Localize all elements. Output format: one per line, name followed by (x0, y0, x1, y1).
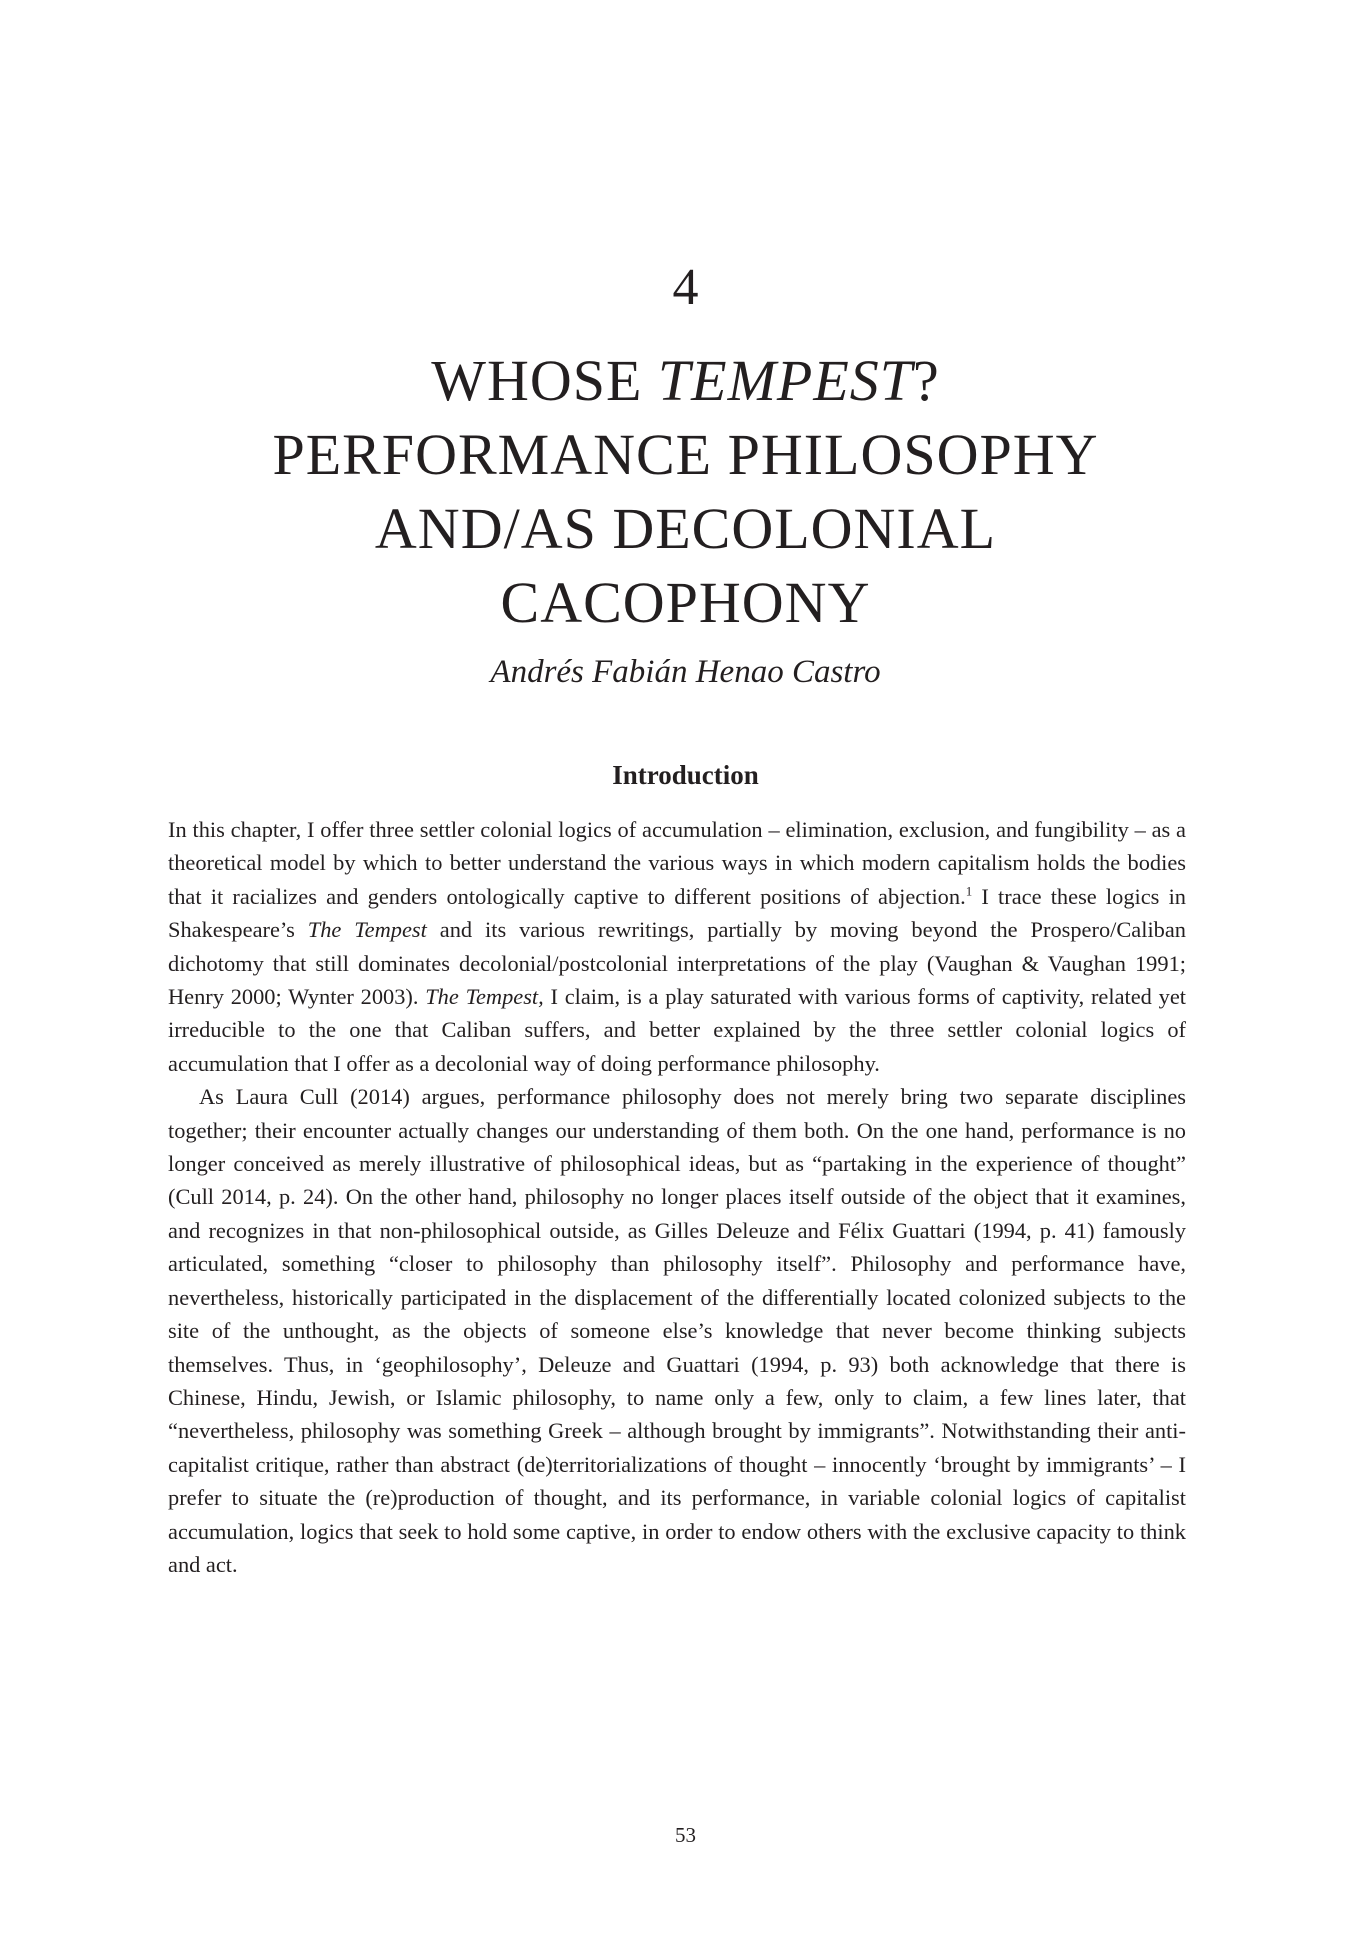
paragraph-1-text-d: I claim, is a play saturated with various forms of captivity, related yet irreducible to the one that Caliban suffers, and better explained by the three settler colonial logics of accumulation that I offer as a decolonial way of doing performance philosophy. (168, 984, 1186, 1076)
paragraph-2: As Laura Cull (2014) argues, performance philosophy does not merely bring two separate disciplines together; their encounter actually changes our understanding of them both. On the one hand, performance is no longer conceived as merely illustrative of philosophical ideas, but as “partaking in the experience of thought” (Cull 2014, p. 24). On the other hand, philosophy no longer places itself outside of the object that it examines, and recognizes in that non-philosophical outside, as Gilles Deleuze and Félix Guattari (1994, p. 41) famously articulated, something “closer to philosophy than philosophy itself”. Philosophy and performance have, nevertheless, historically participated in the displacement of the differentially located colonized subjects to the site of the unthought, as the objects of someone else’s knowledge that never become thinking subjects themselves. Thus, in ‘geophilosophy’, Deleuze and Guattari (1994, p. 93) both acknowledge that there is Chinese, Hindu, Jewish, or Islamic philosophy, to name only a few, only to claim, a few lines later, that “nevertheless, philosophy was something Greek – although brought by immigrants”. Notwithstanding their anti-capitalist critique, rather than abstract (de)territorializations of thought – innocently ‘brought by immigrants’ – I prefer to situate the (re)production of thought, and its performance, in variable colonial logics of capitalist accumulation, logics that seek to hold some captive, in order to endow others with the exclusive capacity to think and act. (168, 1084, 1186, 1577)
chapter-title-question-mark: ? (913, 348, 940, 413)
paragraph-1-text-c: and its various rewritings, partially by moving beyond the Prospero/Caliban dichotomy that still dominates decolonial/postcolonial interpretations of the play (Vaughan & Vaughan 1991; Henry 2000; Wynter 2003). (168, 917, 1186, 1010)
chapter-title-line-1 (160, 344, 1211, 418)
chapter-number: 4 (672, 259, 699, 316)
chapter-title-line-2: PERFORMANCE PHILOSOPHY (272, 422, 1099, 487)
body-text (168, 813, 1186, 1581)
chapter-title-line-4: CACOPHONY (500, 570, 871, 635)
work-title-italic: The Tempest (307, 917, 427, 943)
work-title-italic-2: The Tempest, (425, 984, 544, 1010)
chapter-author: Andrés Fabián Henao Castro (490, 654, 881, 690)
footnote-reference[interactable]: 1 (965, 883, 973, 899)
paragraph-1-text-b: I trace these logics in Shakespeare’s (168, 883, 1186, 943)
page-number: 53 (675, 1823, 696, 1847)
section-heading: Introduction (612, 760, 759, 790)
paragraph-1 (168, 813, 1186, 1080)
chapter-title (160, 344, 1211, 640)
chapter-title-line-3: AND/AS DECOLONIAL (374, 496, 997, 561)
chapter-title-prefix: WHOSE (431, 348, 658, 413)
chapter-title-italic: TEMPEST (657, 348, 914, 413)
paragraph-1-text-a: In this chapter, I offer three settler colonial logics of accumulation – elimination, exclusion, and fungibility – as a theoretical model by which to better understand the various ways in which modern capitalism holds the bodies that it racializes and genders ontologically captive to different positions of abjection. (168, 817, 1186, 909)
